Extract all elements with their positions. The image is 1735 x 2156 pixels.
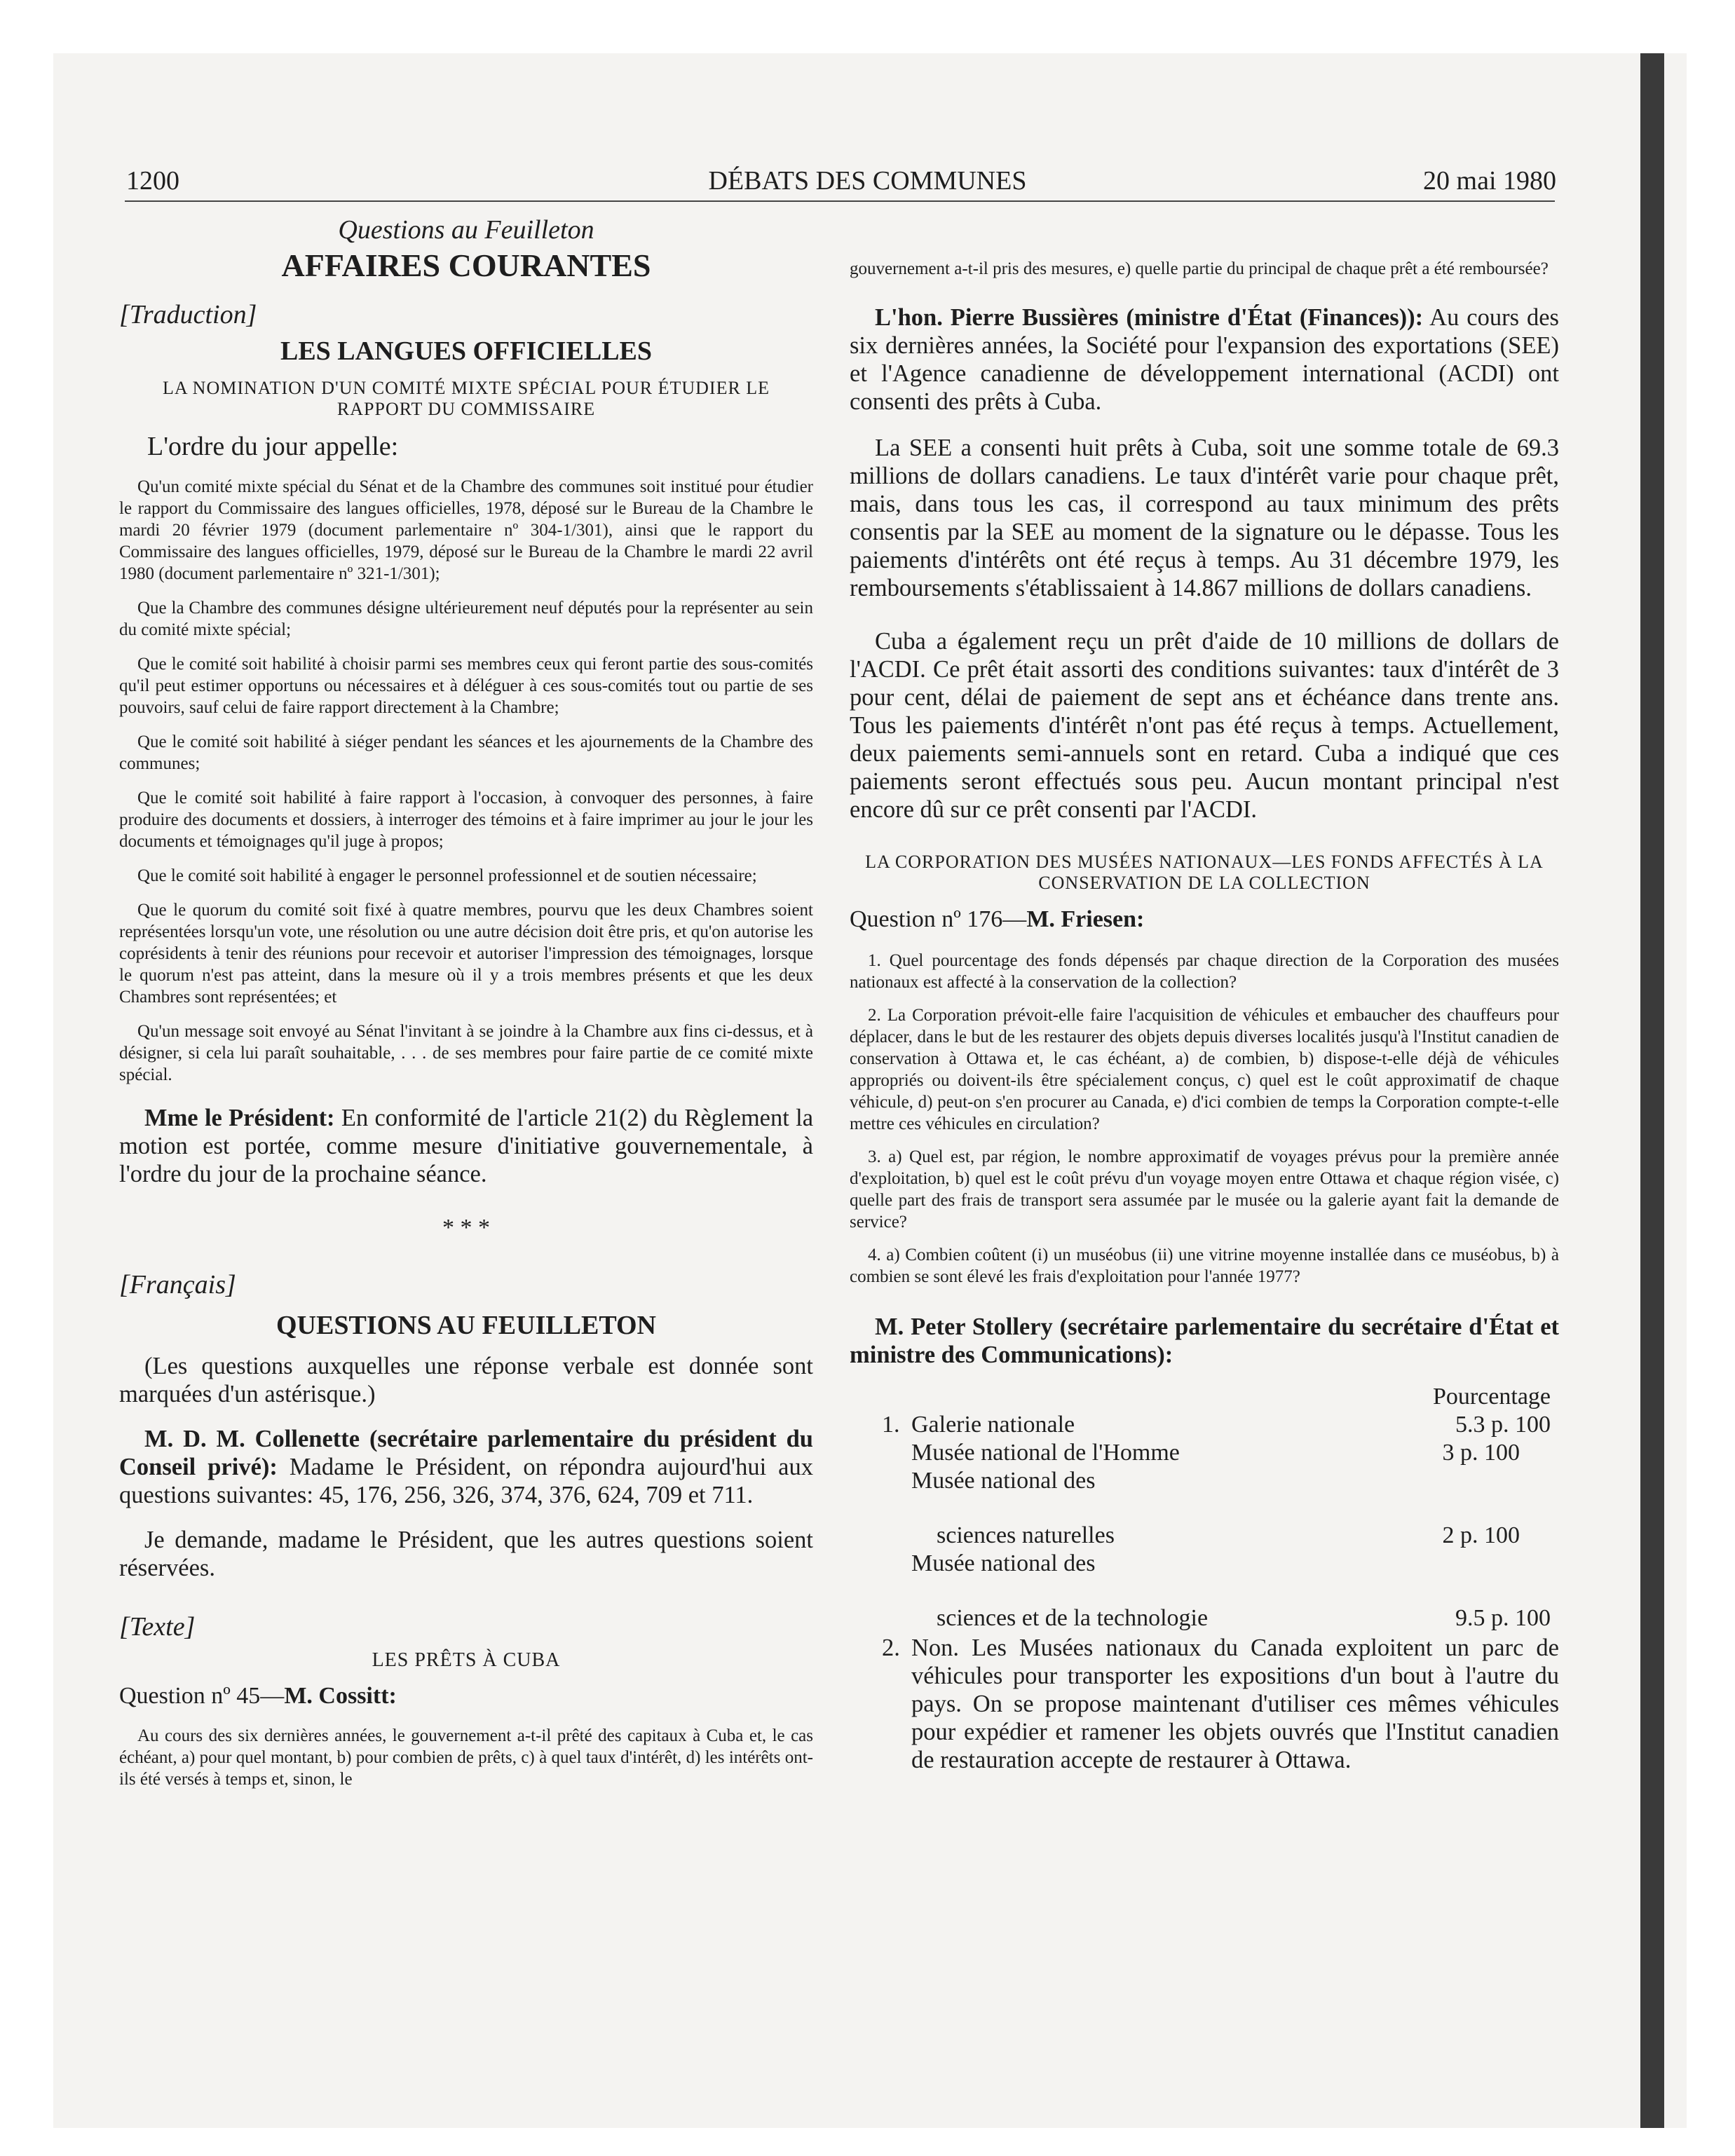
question-heading — [119, 1683, 813, 1710]
question-continuation: gouvernement a-t-il pris des mesures, e) quelle partie du principal de chaque prêt a été remboursée? — [850, 259, 1549, 278]
asterisk-note: (Les questions auxquelles une réponse verbale est donnée sont marquées d'un astérisque.) — [119, 1353, 813, 1407]
table-row — [850, 1604, 1559, 1632]
page-number: 1200 — [126, 166, 179, 196]
table-row — [850, 1522, 1559, 1550]
binding-edge — [1640, 53, 1664, 2128]
percentage-value: 3 p. 100 — [1442, 1440, 1520, 1466]
motion-paragraph: Qu'un message soit envoyé au Sénat l'invitant à se joindre à la Chambre aux fins ci-dessus, et à désigner, si cela lui paraît souhaitable, . . . de ses membres pour faire partie de ce comité mixte spécial. — [119, 1022, 813, 1084]
question-heading — [850, 906, 1559, 933]
question-text: Au cours des six dernières années, le gouvernement a-t-il prêté des capitaux à Cuba et, le cas échéant, a) pour quel montant, b) pour combien de prêts, c) à quel taux d'intérêt, d) les intérêts ont-ils été versés à temps et, sinon, le — [119, 1726, 813, 1789]
table-row — [850, 1411, 1559, 1439]
museum-name-cont: sciences et de la technologie — [937, 1605, 1209, 1631]
subsection-title: QUESTIONS AU FEUILLETON — [275, 1311, 657, 1340]
question-item: 3. a) Quel est, par région, le nombre approximatif de voyages prévus pour la première année d'exploitation, b) quel est le coût prévu d'un voyage moyen entre Ottawa et chaque région visée, c) quelle part des frais de transport sera assumée par le musée ou la galerie ayant fait la demande de service? — [850, 1147, 1559, 1231]
subsection-subtitle: LA NOMINATION D'UN COMITÉ MIXTE SPÉCIAL POUR ÉTUDIER LE RAPPORT DU COMMISSAIRE — [162, 378, 770, 419]
museum-name: Musée national de l'Homme — [911, 1440, 1180, 1466]
question-items — [850, 950, 1559, 1288]
header-rule — [125, 200, 1555, 202]
speaker-text: Au cours des six dernières années, la Société pour l'expansion des exportations (SEE) et l'Agence canadienne de développement international (ACDI) ont consenti des prêts à Cuba. — [850, 304, 1559, 415]
question-author: M. Friesen: — [1026, 906, 1145, 932]
speaker-name: L'hon. Pierre Bussières (ministre d'État (Finances)): — [875, 304, 1424, 331]
speaker-text: En conformité de l'article 21(2) du Règlement la motion est portée, comme mesure d'initiative gouvernementale, à l'ordre du jour de la prochaine séance. — [119, 1105, 814, 1187]
speaker-text: Madame le Président, on répondra aujourd'hui aux questions suivantes: 45, 176, 256, 326, 374, 376, 624, 709 et 711. — [119, 1454, 813, 1508]
item-number: 2. — [882, 1635, 900, 1661]
speaker-name: M. D. M. Collenette (secrétaire parlementaire du président du Conseil privé): — [119, 1426, 813, 1480]
percentage-value: 9.5 p. 100 — [1455, 1605, 1551, 1631]
column-header: Pourcentage — [1432, 1384, 1551, 1410]
translation-tag: [Traduction] — [119, 300, 257, 329]
motion-paragraph: Que le comité soit habilité à engager le personnel professionnel et de soutien nécessaire; — [137, 866, 757, 885]
language-tag: [Français] — [119, 1270, 236, 1299]
body-paragraph: La SEE a consenti huit prêts à Cuba, soit une somme totale de 69.3 millions de dollars canadiens. Le taux d'intérêt varie pour chaque prêt, mais, dans tous les cas, il correspond au taux minimum des prêts consentis par la SEE au moment de la signature ou le dépasse. Tous les paiements d'intérêts ont été reçus à temps. Au 31 décembre 1979, les remboursements s'établissaient à 14.867 millions de dollars canadiens. — [850, 435, 1559, 601]
question-label: Question nº 176— — [850, 906, 1027, 932]
motion-paragraph: Qu'un comité mixte spécial du Sénat et de la Chambre des communes soit institué pour étudier le rapport du Commissaire des langues officielles, 1978, déposé sur le Bureau de la Chambre le mardi 20 février 1979 (document parlementaire nº 304-1/301), ainsi que le rapport du Commissaire des langues officielles, 1979, déposé sur le Bureau de la Chambre le mardi 22 avril 1980 (document parlementaire nº 321-1/301); — [119, 477, 813, 583]
percentage-value: 2 p. 100 — [1442, 1522, 1520, 1548]
motion-paragraph: Que le quorum du comité soit fixé à quatre membres, pourvu que les deux Chambres soient représentées lorsqu'un vote, une résolution ou une autre décision doit être pris, et qu'on autorise les coprésidents à tenir des réunions pour recevoir et autoriser l'impression des témoignages, lorsque le quorum n'est pas atteint, dans la mesure où il y a trois membres présents et que les deux Chambres sont représentées; et — [119, 901, 813, 1007]
motion-paragraph: Que le comité soit habilité à faire rapport à l'occasion, à convoquer des personnes, à faire produire des documents et dossiers, à interroger des témoins et à faire imprimer au jour le jour les documents et témoignages qu'il juge à propos; — [119, 789, 813, 851]
speaker-name: M. Peter Stollery (secrétaire parlementaire du secrétaire d'État et ministre des Communications): — [850, 1314, 1559, 1368]
percentage-value: 5.3 p. 100 — [1455, 1412, 1551, 1438]
table-header-row — [850, 1383, 1559, 1411]
question-author: M. Cossitt: — [284, 1683, 397, 1709]
percentage-table — [850, 1383, 1559, 1632]
table-row — [850, 1467, 1559, 1495]
item-number: 1. — [882, 1412, 900, 1438]
answer-two — [850, 1634, 1559, 1774]
motion-paragraph: Que la Chambre des communes désigne ultérieurement neuf députés pour la représenter au sein du comité mixte spécial; — [119, 599, 813, 639]
subsection-title: LA CORPORATION DES MUSÉES NATIONAUX—LES FONDS AFFECTÉS À LA CONSERVATION DE LA COLLECTION — [865, 852, 1544, 893]
section-separator: * * * — [442, 1215, 490, 1241]
section-heading: AFFAIRES COURANTES — [281, 247, 651, 283]
right-column — [850, 210, 1559, 1774]
answer-text: Non. Les Musées nationaux du Canada exploitent un parc de véhicules pour transporter les expositions d'un bout à l'autre du pays. On se propose maintenant d'utiliser ces mêmes véhicules pour expédier et ramener les objets ouvrés que l'Institut canadien de restauration accepte de restaurer à Ottawa. — [911, 1635, 1559, 1773]
left-column — [119, 210, 813, 1790]
motion-paragraph: Que le comité soit habilité à choisir parmi ses membres ceux qui feront partie des sous-comités qu'il peut estimer opportuns ou nécessaires et à déléguer à ces sous-comités tout ou partie de ses pouvoirs, sauf celui de faire rapport directement à la Chambre; — [119, 655, 813, 717]
issue-date: 20 mai 1980 — [1423, 166, 1556, 196]
text-tag: [Texte] — [119, 1612, 196, 1642]
running-title: DÉBATS DES COMMUNES — [708, 166, 1027, 196]
museum-name: Musée national des — [911, 1468, 1096, 1494]
order-call: L'ordre du jour appelle: — [147, 432, 399, 461]
motion-paragraph: Que le comité soit habilité à siéger pendant les séances et les ajournements de la Chambre des communes; — [119, 732, 813, 773]
body-paragraph: Cuba a également reçu un prêt d'aide de 10 millions de dollars de l'ACDI. Ce prêt était assorti des conditions suivantes: taux d'intérêt de 3 pour cent, délai de paiement de sept ans et échéance dans trente ans. Tous les paiements d'intérêt n'ont pas été reçus à temps. Actuellement, deux paiements semi-annuels sont en retard. Cuba a indiqué que ces paiements seront effectués sous peu. Aucun montant principal n'est encore dû sur ce prêt consenti par l'ACDI. — [850, 628, 1559, 823]
question-item: 2. La Corporation prévoit-elle faire l'acquisition de véhicules et embaucher des chauffeurs pour déplacer, dans le but de les restaurer des objets depuis diverses localités jusqu'à l'Institut canadien de conservation à Ottawa et, le cas échéant, a) de combien, b) dispose-t-elle déjà de véhicules appropriés ou doivent-ils être spécialement conçus, c) quel est le coût approximatif de chaque véhicule, d) peut-on s'en procurer au Canada, e) d'ici combien de temps la Corporation compte-t-elle mettre ces véhicules en circulation? — [850, 1006, 1559, 1133]
subsection-title: LES LANGUES OFFICIELLES — [280, 336, 653, 366]
table-row — [850, 1550, 1559, 1578]
section-kicker: Questions au Feuilleton — [338, 215, 594, 245]
museum-name: Musée national des — [911, 1550, 1096, 1576]
museum-name-cont: sciences naturelles — [937, 1522, 1115, 1548]
museum-name: Galerie nationale — [911, 1412, 1075, 1438]
question-label: Question nº 45— — [119, 1683, 285, 1709]
speaker-paragraph — [850, 303, 1559, 416]
speaker-name: Mme le Président: — [144, 1105, 335, 1131]
speaker-paragraph — [119, 1425, 813, 1509]
table-row — [850, 1439, 1559, 1467]
body-paragraph: Je demande, madame le Président, que les autres questions soient réservées. — [119, 1527, 813, 1581]
question-item: 4. a) Combien coûtent (i) un muséobus (ii) une vitrine moyenne installée dans ce muséobus, b) à combien se sont élevé les frais d'exploitation pour l'année 1977? — [850, 1246, 1559, 1286]
question-item: 1. Quel pourcentage des fonds dépensés par chaque direction de la Corporation des musées nationaux est affecté à la conservation de la collection? — [850, 951, 1559, 992]
subsection-title: LES PRÊTS À CUBA — [372, 1649, 561, 1671]
motion-text — [119, 476, 813, 1086]
speaker-paragraph — [119, 1104, 813, 1188]
